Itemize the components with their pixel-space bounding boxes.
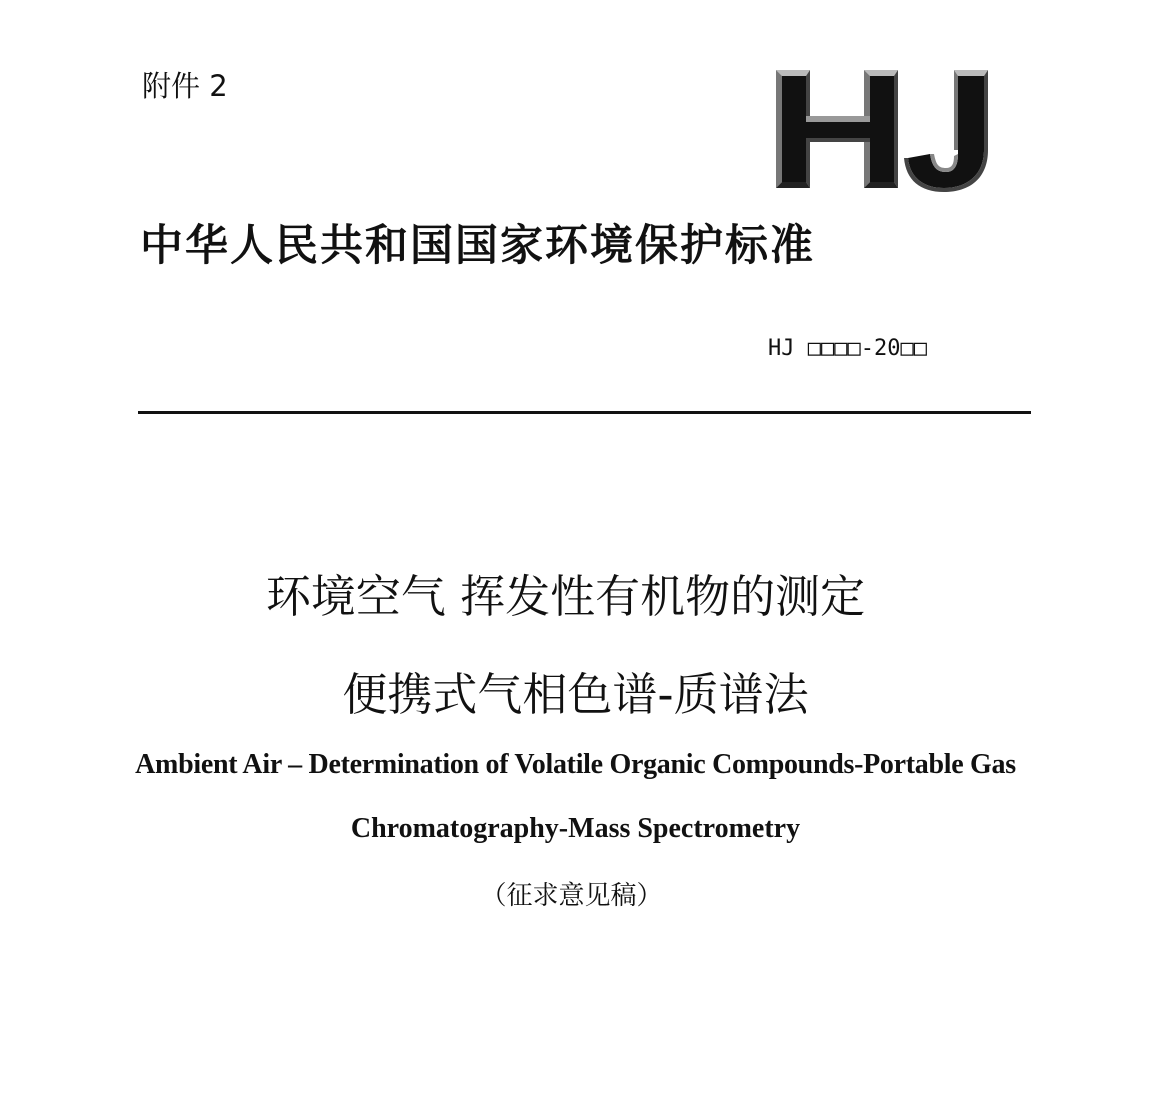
annex-label: 附件 2 xyxy=(142,69,228,103)
standard-number: HJ □□□□-20□□ xyxy=(768,336,927,361)
org-title: 中华人民共和国国家环境保护标准 xyxy=(140,221,815,271)
title-cn-line1: 环境空气 挥发性有机物的测定 xyxy=(265,570,866,623)
title-cn-line2: 便携式气相色谱-质谱法 xyxy=(342,668,809,721)
draft-note: （征求意见稿） xyxy=(480,881,663,911)
hj-logo xyxy=(768,66,1000,192)
title-en-line1: Ambient Air – Determination of Volatile Organic Compounds-Portable Gas xyxy=(135,749,1016,780)
header-rule xyxy=(138,411,1031,414)
title-en-line2: Chromatography-Mass Spectrometry xyxy=(350,813,801,844)
